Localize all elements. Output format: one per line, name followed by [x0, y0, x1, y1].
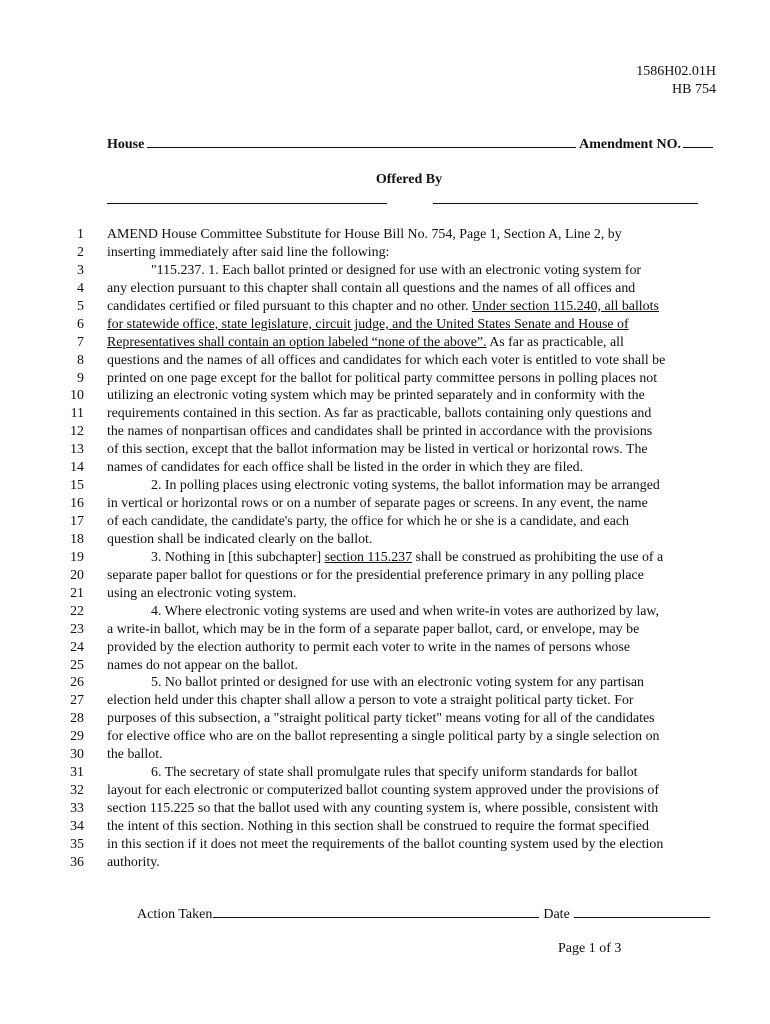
text-run: the intent of this section. Nothing in this section shall be construed to require the format specified — [107, 818, 649, 834]
line-text — [107, 423, 652, 441]
sponsor-signature-line-left — [107, 203, 387, 204]
text-run: of each candidate, the candidate's party, the office for which he or she is a candidate, and each — [107, 514, 630, 529]
line-text — [107, 818, 649, 836]
line-text — [107, 459, 583, 477]
text-run: inserting immediately after said line the following: — [107, 244, 390, 260]
date-label: Date — [543, 907, 570, 922]
action-taken-label: Action Taken — [137, 907, 213, 922]
numbered-line — [0, 710, 770, 728]
numbered-line — [0, 674, 770, 692]
line-number: 11 — [70, 406, 84, 422]
numbered-line — [0, 316, 770, 334]
line-text — [107, 585, 296, 603]
text-run: in this section if it does not meet the requirements of the ballot counting system used by the election — [107, 836, 664, 852]
line-number: 19 — [70, 549, 84, 565]
line-text — [107, 298, 659, 316]
text-run: of this section, except that the ballot information may be listed in vertical or horizontal rows. The — [107, 442, 648, 458]
line-number: 20 — [70, 567, 84, 583]
numbered-line — [0, 280, 770, 298]
line-number: 18 — [70, 531, 84, 547]
line-text — [151, 764, 638, 782]
underlined-insertion: section 115.237 — [324, 549, 413, 565]
amendment-body — [0, 226, 770, 872]
numbered-line — [0, 692, 770, 710]
line-text — [107, 370, 657, 388]
action-taken-blank — [213, 905, 539, 918]
numbered-line — [0, 441, 770, 459]
line-text — [107, 226, 622, 244]
line-number: 12 — [70, 424, 84, 440]
underlined-insertion: for statewide office, state legislature, circuit judge, and the United States Senate and House of — [107, 316, 629, 332]
numbered-line — [0, 334, 770, 352]
numbered-line — [0, 764, 770, 782]
text-run: shall be construed as prohibiting the use of a — [412, 549, 664, 565]
text-run: 6. The secretary of state shall promulgate rules that specify uniform standards for ballot — [151, 765, 638, 781]
line-text — [107, 836, 663, 854]
line-text — [107, 352, 665, 370]
numbered-line — [0, 639, 770, 657]
line-number: 9 — [77, 370, 84, 386]
line-number: 16 — [70, 496, 84, 512]
numbered-line — [0, 244, 770, 262]
line-text — [107, 405, 651, 423]
bill-number: HB 754 — [672, 82, 716, 97]
line-text — [151, 603, 659, 621]
text-run: candidates certified or filed pursuant to this chapter and no other. — [107, 298, 472, 314]
sponsor-signature-line-right — [433, 203, 698, 204]
numbered-line — [0, 549, 770, 567]
text-run: 3. Nothing in [this subchapter] — [151, 549, 325, 565]
text-run: any election pursuant to this chapter shall contain all questions and the names of all offices and — [107, 280, 636, 296]
line-number: 2 — [77, 244, 84, 260]
line-number: 5 — [77, 298, 84, 314]
text-run: As far as practicable, all — [486, 334, 624, 350]
numbered-line — [0, 818, 770, 836]
line-text — [151, 477, 660, 495]
numbered-line — [0, 836, 770, 854]
numbered-line — [0, 531, 770, 549]
line-number: 31 — [70, 765, 84, 781]
text-run: utilizing an electronic voting system which may be printed separately and in conformity with the — [107, 388, 645, 404]
amendment-number-blank — [683, 135, 713, 148]
line-number: 13 — [70, 442, 84, 458]
text-run: separate paper ballot for questions or for the presidential preference primary in any polling place — [107, 567, 644, 583]
line-number: 32 — [70, 783, 84, 799]
line-number: 1 — [77, 227, 84, 242]
line-number: 24 — [70, 639, 84, 655]
text-run: names of candidates for each office shall be listed in the order in which they are filed. — [107, 460, 584, 476]
line-text — [107, 495, 648, 513]
line-text — [107, 782, 659, 800]
line-text — [151, 549, 663, 567]
text-run: using an electronic voting system. — [107, 585, 297, 601]
line-number: 23 — [70, 621, 84, 637]
house-amendment-line — [107, 135, 713, 153]
document-id: 1586H02.01H — [636, 64, 716, 79]
line-text — [107, 244, 389, 262]
numbered-line — [0, 746, 770, 764]
line-number: 30 — [70, 747, 84, 763]
line-number: 35 — [70, 836, 84, 852]
text-run: names do not appear on the ballot. — [107, 657, 298, 673]
numbered-line — [0, 657, 770, 675]
line-number: 33 — [70, 801, 84, 816]
text-run: question shall be indicated clearly on the ballot. — [107, 531, 373, 547]
line-number: 27 — [70, 693, 84, 709]
numbered-line — [0, 495, 770, 513]
amendment-label-text: Amendment NO. — [579, 137, 681, 152]
numbered-line — [0, 513, 770, 531]
amendment-number-label — [579, 135, 713, 153]
line-text — [107, 692, 634, 710]
offered-by-label: Offered By — [375, 172, 443, 187]
numbered-line — [0, 262, 770, 280]
line-number: 26 — [70, 675, 84, 691]
line-number: 25 — [70, 657, 84, 673]
line-text — [107, 854, 160, 872]
line-number: 10 — [70, 388, 84, 404]
underlined-insertion: Representatives shall contain an option labeled “none of the above”. — [107, 334, 487, 350]
text-run: AMEND House Committee Substitute for House Bill No. 754, Page 1, Section A, Line 2, by — [107, 227, 622, 242]
numbered-line — [0, 477, 770, 495]
text-run: in vertical or horizontal rows or on a number of separate pages or screens. In any event, the name — [107, 496, 648, 512]
line-text — [151, 674, 644, 692]
text-run: section 115.225 so that the ballot used with any counting system is, where possible, consistent with — [107, 801, 659, 816]
line-text — [107, 531, 372, 549]
numbered-line — [0, 603, 770, 621]
numbered-line — [0, 728, 770, 746]
numbered-line — [0, 621, 770, 639]
line-number: 29 — [70, 729, 84, 745]
numbered-line — [0, 226, 770, 244]
line-number: 7 — [77, 334, 84, 350]
text-run: authority. — [107, 854, 160, 870]
house-label: House — [107, 137, 145, 152]
numbered-line — [0, 387, 770, 405]
line-number: 4 — [77, 280, 84, 296]
text-run: the names of nonpartisan offices and candidates shall be printed in accordance with the provisions — [107, 424, 653, 440]
text-run: 2. In polling places using electronic voting systems, the ballot information may be arranged — [151, 478, 660, 494]
line-text — [107, 441, 648, 459]
line-number: 22 — [70, 603, 84, 619]
numbered-line — [0, 800, 770, 818]
text-run: 5. No ballot printed or designed for use with an electronic voting system for any partisan — [151, 675, 644, 691]
text-run: printed on one page except for the ballot for political party committee persons in polling places not — [107, 370, 658, 386]
line-text — [107, 387, 645, 405]
line-text — [107, 639, 630, 657]
line-number: 8 — [77, 352, 84, 368]
text-run: a write-in ballot, which may be in the form of a separate paper ballot, card, or envelope, may be — [107, 621, 640, 637]
line-text — [107, 621, 639, 639]
text-run: election held under this chapter shall allow a person to vote a straight political party ticket. For — [107, 693, 634, 709]
line-number: 3 — [77, 262, 84, 278]
numbered-line — [0, 298, 770, 316]
line-text — [107, 728, 659, 746]
text-run: purposes of this subsection, a "straight political party ticket" means voting for all of the candidates — [107, 711, 655, 727]
action-taken-line — [137, 905, 717, 923]
numbered-line — [0, 567, 770, 585]
numbered-line — [0, 423, 770, 441]
text-run: layout for each electronic or computerized ballot counting system approved under the provisions of — [107, 783, 659, 799]
page-number: Page 1 of 3 — [558, 941, 622, 956]
text-run: 4. Where electronic voting systems are used and when write-in votes are authorized by law, — [151, 603, 659, 619]
line-number: 14 — [70, 460, 84, 476]
line-text — [107, 567, 644, 585]
numbered-line — [0, 459, 770, 477]
text-run: provided by the election authority to permit each voter to write in the names of persons whose — [107, 639, 631, 655]
house-blank-line — [147, 135, 576, 148]
numbered-line — [0, 854, 770, 872]
line-number: 6 — [77, 316, 84, 332]
text-run: "115.237. 1. Each ballot printed or designed for use with an electronic voting system for — [151, 262, 642, 278]
text-run: requirements contained in this section. As far as practicable, ballots containing only questions and — [107, 406, 652, 422]
text-run: questions and the names of all offices and candidates for which each voter is entitled to vote shall be — [107, 352, 666, 368]
date-blank — [574, 905, 710, 918]
line-number: 17 — [70, 514, 84, 529]
line-text — [151, 262, 641, 280]
text-run: the ballot. — [107, 747, 163, 763]
line-number: 15 — [70, 478, 84, 494]
line-text — [107, 280, 635, 298]
line-number: 34 — [70, 818, 84, 834]
numbered-line — [0, 405, 770, 423]
line-text — [107, 800, 658, 818]
line-number: 28 — [70, 711, 84, 727]
line-text — [107, 513, 629, 531]
line-number: 36 — [70, 854, 84, 870]
numbered-line — [0, 370, 770, 388]
line-number: 21 — [70, 585, 84, 601]
line-text — [107, 334, 624, 352]
line-text — [107, 746, 163, 764]
text-run: for elective office who are on the ballot representing a single political party by a single selection on — [107, 729, 660, 745]
numbered-line — [0, 782, 770, 800]
line-text — [107, 657, 298, 675]
numbered-line — [0, 352, 770, 370]
line-text — [107, 710, 655, 728]
numbered-line — [0, 585, 770, 603]
underlined-insertion: Under section 115.240, all ballots — [471, 298, 659, 314]
line-text — [107, 316, 629, 334]
